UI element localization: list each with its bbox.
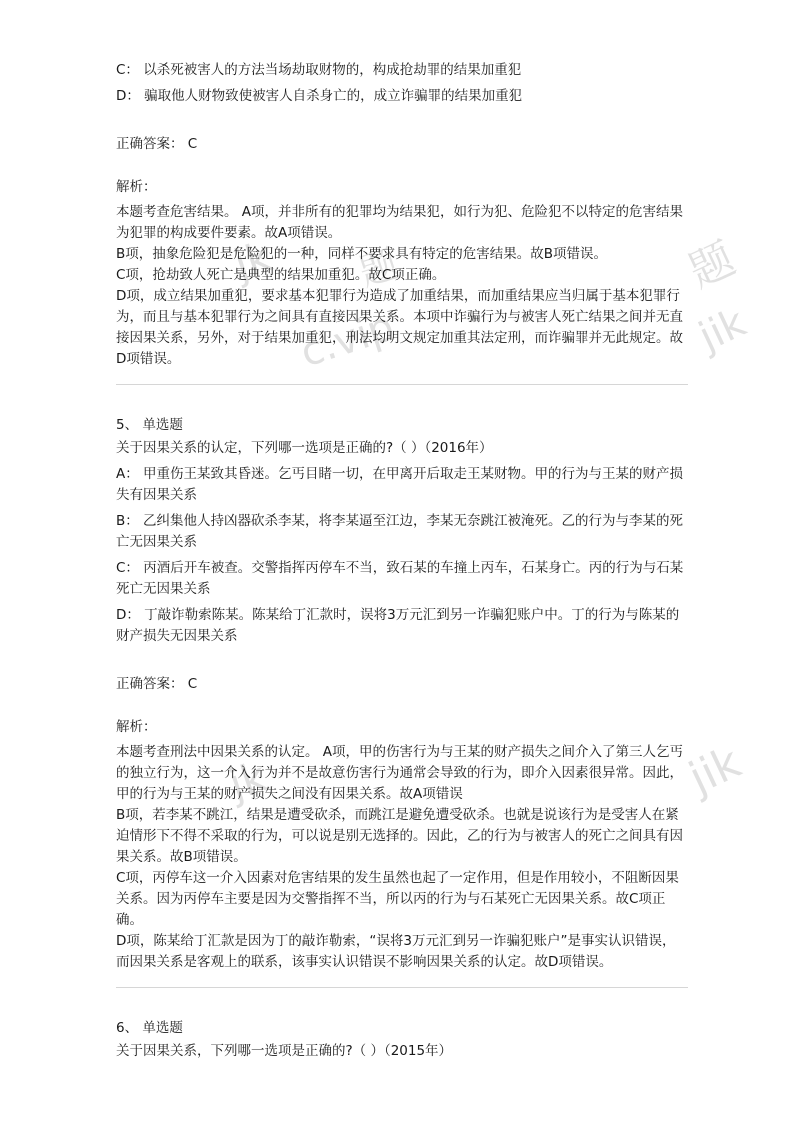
watermark: jk <box>223 751 273 810</box>
question-divider <box>116 384 688 385</box>
question-divider <box>116 987 688 988</box>
option-c[interactable]: C： 丙酒后开车被查。交警指挥丙停车不当，致石某的车撞上丙车，石某身亡。丙的行为与石某死亡无因果关系 <box>116 560 684 597</box>
watermark: jk <box>228 231 278 290</box>
analysis-paragraph: D项，陈某给丁汇款是因为丁的敲诈勒索，“误将3万元汇到另一诈骗犯账户”是事实认识错误，而因果关系是客观上的联系，该事实认识错误不影响因果关系的认定。故D项错误。 <box>116 933 676 970</box>
option-b[interactable]: B： 乙纠集他人持凶器砍杀李某，将李某逼至江边，李某无奈跳江被淹死。乙的行为与李某的死亡无因果关系 <box>116 513 684 550</box>
analysis-label: 解析： <box>116 719 157 735</box>
analysis-paragraph: B项，抽象危险犯是危险犯的一种，同样不要求具有特定的危害结果。故B项错误。 <box>116 246 608 262</box>
analysis-paragraph: B项，若李某不跳江，结果是遭受砍杀，而跳江是避免遭受砍杀。也就是说该行为是受害人在紧迫情形下不得不采取的行为，可以说是别无选择的。因此，乙的行为与被害人的死亡之间具有因果关系。故B项错误。 <box>116 807 683 865</box>
option-a[interactable]: A： 甲重伤王某致其昏迷。乞丐目睹一切，在甲离开后取走王某财物。甲的行为与王某的财产损失有因果关系 <box>116 466 684 503</box>
watermark: 题 <box>353 241 404 295</box>
question-heading: 5、 单选题 <box>116 417 183 433</box>
correct-answer: 正确答案： C <box>116 676 198 692</box>
analysis-paragraph: C项，丙停车这一介入因素对危害结果的发生虽然也起了一定作用，但是作用较小，不阻断因果关系。因为丙停车主要是因为交警指挥不当，所以丙的行为与石某死亡无因果关系。故C项正确。 <box>116 870 679 928</box>
analysis-label: 解析： <box>116 179 157 195</box>
watermark: c.vip <box>295 303 400 377</box>
option-c[interactable]: C： 以杀死被害人的方法当场劫取财物的，构成抢劫罪的结果加重犯 <box>116 62 522 78</box>
analysis-paragraph: 本题考查危害结果。 A项，并非所有的犯罪均为结果犯，如行为犯、危险犯不以特定的危害结果为犯罪的构成要件要素。故A项错误。 <box>116 204 684 241</box>
question-heading: 6、 单选题 <box>116 1020 183 1036</box>
option-d[interactable]: D： 丁敲诈勒索陈某。陈某给丁汇款时，误将3万元汇到另一诈骗犯账户中。丁的行为与陈某的财产损失无因果关系 <box>116 607 680 644</box>
analysis-paragraph: C项，抢劫致人死亡是典型的结果加重犯。故C项正确。 <box>116 267 446 283</box>
analysis-paragraph: 本题考查刑法中因果关系的认定。 A项，甲的伤害行为与王某的财产损失之间介入了第三人乞丐的独立行为，这一介入行为并不是故意伤害行为通常会导致的行为，即介入因素很异常。因此，甲的行为与王某的财产损失之间没有因果关系。故A项错误 <box>116 744 684 802</box>
watermark: jik <box>692 299 753 361</box>
correct-answer: 正确答案： C <box>116 136 198 152</box>
watermark: jik <box>681 736 749 805</box>
analysis-paragraph: D项，成立结果加重犯，要求基本犯罪行为造成了加重结果，而加重结果应当归属于基本犯罪行为，而且与基本犯罪行为之间具有直接因果关系。本项中诈骗行为与被害人死亡结果之间并无直接因果关系，另外，对于结果加重犯，刑法均明文规定加重其法定刑，而诈骗罪并无此规定。故D项错误。 <box>116 288 683 367</box>
question-text: 关于因果关系，下列哪一选项是正确的?（ ）（2015年） <box>116 1043 453 1059</box>
question-text: 关于因果关系的认定，下列哪一选项是正确的?（ ）（2016年） <box>116 440 493 456</box>
option-d[interactable]: D： 骗取他人财物致使被害人自杀身亡的，成立诈骗罪的结果加重犯 <box>116 88 523 104</box>
watermark: 题 <box>681 233 743 298</box>
document-body <box>116 60 688 1067</box>
